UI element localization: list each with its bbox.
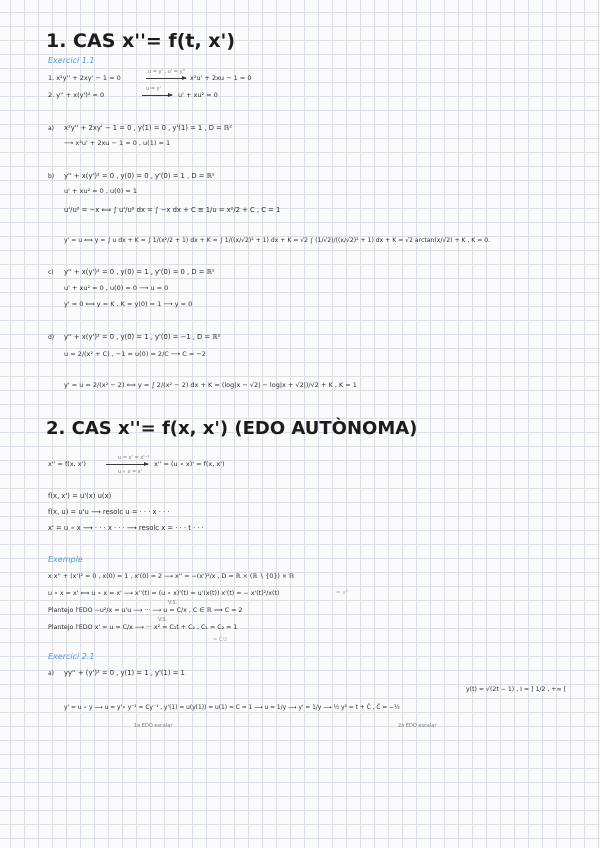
eq-1: 1. x²y'' + 2xy' − 1 = 0: [48, 74, 121, 82]
part-d-line-2: u = 2/(x² + C) , −1 = u(0) = 2/C ⟶ C = −2: [64, 350, 206, 358]
arrow-1: [146, 78, 186, 79]
ex21-part-a-line-2: y' = u ∘ y ⟶ u = y'∘ y⁻¹ = Cy⁻¹ , y'(1) = u(y(1)) = u(1) = C = 1 ⟶ u = 1/y ⟶ y' = 1/y ⟶ ½ y² = t + C̃ , C̃ = −½: [64, 705, 400, 711]
example-line-3-sub: V.S.: [168, 600, 178, 606]
ex21-part-a-equation: yy'' + (y')² = 0 , y(1) = 1 , y'(1) = 1: [64, 669, 185, 677]
arrow-2: [142, 95, 172, 96]
substitution-1: u = y' , u' = y'': [148, 69, 186, 75]
sec2-arrow-1: [106, 464, 148, 465]
part-c-line-2: u' + xu² = 0 , u(0) = 0 ⟶ u = 0: [64, 284, 169, 292]
ex21-part-a-sub-2: 2a EDO escalar: [398, 723, 437, 729]
part-c-line-3: y' = 0 ⟺ y = K . K = y(0) = 1 ⟶ y = 0: [64, 300, 193, 308]
part-a-equation: x²y'' + 2xy' − 1 = 0 , y(1) = 0 , y'(1) = 1 , D = ℝ²: [64, 124, 233, 132]
ex21-part-a-solution: y(t) = √(2t − 1) , I = ] 1/2 , +∞ [: [466, 686, 567, 693]
part-d-line-3: y' = u = 2/(x² − 2) ⟺ y = ∫ 2/(x² − 2) dx + K = (log|x − √2| − log|x + √2|)/√2 + K , K = 1: [64, 381, 357, 389]
sec2-line-2: f(x, x') = u'(x) u(x): [48, 492, 112, 500]
eq-1-result: x²u' + 2xu − 1 = 0: [190, 74, 252, 82]
part-b-line-4: y' = u ⟺ y = ∫ u dx + K = ∫ 1/(x²/2 + 1) dx + K = ∫ 1/((x/√2)² + 1) dx + K = √2 ∫ (1/√2)/((x/√2)² + 1) dx + K = √2 arctan(x/√2) + K , K = 0.: [64, 237, 491, 244]
part-c-label: c): [48, 269, 54, 276]
sec2-line-1-left: x'' = f(x, x'): [48, 460, 86, 468]
part-d-equation: y'' + x(y')² = 0 , y(0) = 1 , y'(0) = −1 , D = ℝ²: [64, 333, 221, 341]
example-line-1: x x'' + (x')² = 0 , x(0) = 1 , x'(0) = 2 ⟶ x'' = −(x')²/x , D = ℝ × (ℝ ∖ {0}) × ℝ: [48, 573, 295, 580]
part-b-equation: y'' + x(y')² = 0 , y(0) = 0 , y'(0) = 1 , D = ℝ²: [64, 172, 215, 180]
part-c-equation: y'' + x(y')² = 0 , y(0) = 1 , y'(0) = 0 , D = ℝ²: [64, 268, 215, 276]
part-a-label: a): [48, 125, 55, 132]
example-line-3: Plantejo l'EDO −u²/x = u'u ⟶ ··· ⟶ u = C/x , C ∈ ℝ ⟹ C = 2: [48, 607, 243, 614]
eq-2-result: u' + xu² = 0: [178, 91, 218, 99]
part-b-line-2: u' + xu² = 0 , u(0) = 1: [64, 187, 138, 195]
eq-2: 2. y'' + x(y')² = 0: [48, 91, 105, 99]
example-line-2-tail: = x'': [336, 590, 349, 596]
sec2-line-3: f(x, u) = u'u ⟶ resolc u = · · · x · · ·: [48, 508, 170, 516]
example-line-4-sub: V.S.: [158, 617, 168, 623]
example-line-4: Plantejo l'EDO x' = u = C/x ⟶ ··· x² = C₁t + C₂ , C₁ = C₂ = 1: [48, 624, 238, 631]
example-line-2: u ∘ x = x' ⟺ u ∘ x = x' ⟶ x''(t) = (u ∘ x)'(t) = u'(x(t)) x'(t) = − x'(t)²/x(t): [48, 590, 280, 597]
example-title: Exemple: [48, 555, 83, 564]
example-line-4-under: = C/2: [213, 637, 228, 643]
part-b-line-3: u'/u² = −x ⟺ ∫ u'/u² dx = ∫ −x dx + C ≡ 1/u = x²/2 + C , C = 1: [64, 206, 281, 214]
part-a-result: ⟶ x²u' + 2xu − 1 = 0 , u(1) = 1: [64, 139, 171, 147]
ex21-part-a-sub-1: 1a EDO escalar: [134, 723, 173, 729]
sec2-line-4: x' = u ∘ x ⟶ · · · x · · · ⟶ resolc x = · · · t · · ·: [48, 524, 204, 532]
exercise-1-1-title: Exercici 1.1: [48, 56, 95, 65]
part-d-label: d): [48, 334, 55, 341]
substitution-2: u = y': [146, 86, 161, 92]
sec2-line-1-bottom: u ∘ x = x': [118, 469, 143, 475]
section-2-title: 2. CAS x''= f(x, x') (EDO AUTÒNOMA): [46, 418, 418, 439]
exercise-2-1-title: Exercici 2.1: [48, 652, 95, 661]
part-b-label: b): [48, 173, 55, 180]
section-1-title: 1. CAS x''= f(t, x'): [46, 30, 236, 52]
sec2-line-1-top: u = x' = x'⁻¹: [118, 455, 150, 461]
sec2-line-1-result: x'' = (u ∘ x)' = f(x, x'): [154, 460, 225, 468]
ex21-part-a-label: a): [48, 670, 55, 677]
